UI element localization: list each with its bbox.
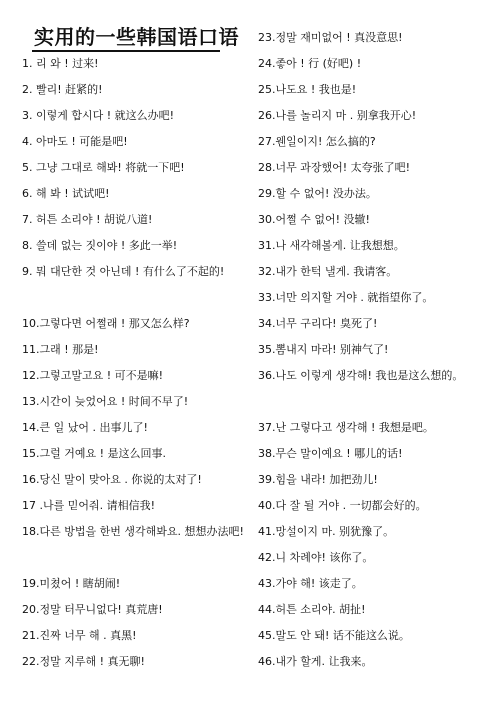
left-column	[22, 51, 248, 675]
phrase-item: 43.가야 해! 该走了。	[258, 577, 363, 590]
phrase-item: 2. 빨리! 赶紧的!	[22, 83, 103, 96]
phrase-item: 26.나를 놀리지 마 . 别拿我开心!	[258, 109, 417, 122]
phrase-item: 12.그렇고말고요 ! 可不是嘛!	[22, 369, 164, 382]
phrase-item: 34.너무 구리다! 臭死了!	[258, 317, 378, 330]
page-title: 实用的一些韩国语口语	[34, 25, 239, 49]
phrase-item: 14.큰 일 났어 . 出事儿了!	[22, 421, 148, 434]
phrase-item: 22.정말 지루해 ! 真无聊!	[22, 655, 145, 668]
phrase-item: 5. 그냥 그대로 해봐! 将就一下吧!	[22, 161, 185, 174]
phrase-item: 44.허튼 소리야. 胡扯!	[258, 603, 366, 616]
phrase-item: 11.그래 ! 那是!	[22, 343, 99, 356]
phrase-item: 36.나도 이렇게 생각해! 我也是这么想的。	[258, 369, 464, 382]
phrase-item: 35.뽐내지 마라! 别神气了!	[258, 343, 389, 356]
phrase-item: 29.할 수 없어! 没办法。	[258, 187, 377, 200]
phrase-item: 41.망설이지 마. 别犹豫了。	[258, 525, 395, 538]
phrase-item: 31.나 새각해볼게. 让我想想。	[258, 239, 405, 252]
phrase-item: 18.다른 방법을 한번 생각해봐요. 想想办法吧!	[22, 525, 244, 538]
phrase-item: 30.어쩔 수 없어! 没辙!	[258, 213, 370, 226]
phrase-item: 20.정말 터무니없다! 真荒唐!	[22, 603, 163, 616]
phrase-item: 24.좋아 ! 行 (好吧) !	[258, 57, 362, 70]
phrase-item: 1. 리 와 ! 过来!	[22, 57, 99, 70]
phrase-item: 7. 허튼 소리야 ! 胡说八道!	[22, 213, 153, 226]
phrase-item: 10.그렇다면 어쩔래 ! 那又怎么样?	[22, 317, 190, 330]
phrase-item: 16.당신 말이 맞아요 . 你说的太对了!	[22, 473, 202, 486]
phrase-item: 19.미쳤어 ! 瞎胡闹!	[22, 577, 121, 590]
phrase-item: 3. 이렇게 합시다 ! 就这么办吧!	[22, 109, 175, 122]
phrase-item: 32.내가 한턱 낼게. 我请客。	[258, 265, 398, 278]
phrase-item: 45.말도 안 돼! 话不能这么说。	[258, 629, 410, 642]
phrase-item: 23.정말 재미없어 ! 真没意思!	[258, 31, 403, 44]
phrase-item: 25.나도요 ! 我也是!	[258, 83, 357, 96]
phrase-item: 33.너만 의지할 거야 . 就指望你了。	[258, 291, 434, 304]
phrase-item: 38.무슨 말이예요 ! 哪儿的话!	[258, 447, 403, 460]
phrase-item: 6. 해 봐 ! 试试吧!	[22, 187, 110, 200]
phrase-item: 37.난 그렇다고 생각해 ! 我想是吧。	[258, 421, 434, 434]
phrase-item: 8. 쓸데 없는 짓이야 ! 多此一举!	[22, 239, 178, 252]
phrase-item: 40.다 잘 될 거야 . 一切都会好的。	[258, 499, 427, 512]
phrase-item: 13.시간이 늦었어요 ! 时间不早了!	[22, 395, 189, 408]
phrase-item: 39.힘을 내라! 加把劲儿!	[258, 473, 378, 486]
phrase-item: 46.내가 할게. 让我来。	[258, 655, 373, 668]
phrase-item: 15.그럴 거예요 ! 是这么回事.	[22, 447, 167, 460]
phrase-item: 42.니 차례야! 该你了。	[258, 551, 374, 564]
phrase-item: 17 .나를 믿어줘. 请相信我!	[22, 499, 156, 512]
phrase-item: 9. 뭐 대단한 것 아닌데 ! 有什么了不起的!	[22, 265, 225, 278]
right-column	[258, 25, 484, 675]
phrase-item: 21.진짜 너무 해 . 真黑!	[22, 629, 137, 642]
phrase-item: 28.너무 과장했어! 太夸张了吧!	[258, 161, 411, 174]
phrase-item: 4. 아마도 ! 可能是吧!	[22, 135, 128, 148]
phrase-item: 27.웬일이지! 怎么搞的?	[258, 135, 376, 148]
